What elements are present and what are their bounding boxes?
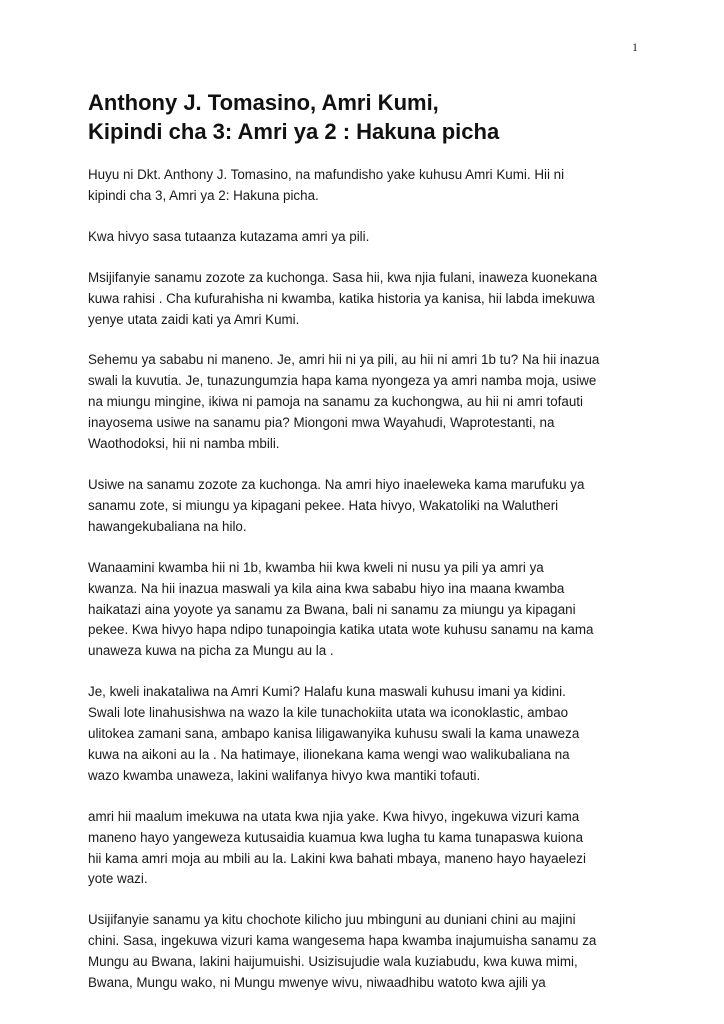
paragraph: [88, 227, 648, 248]
paragraph-line: ulitokea zamani sana, ambapo kanisa liligawanyika kuhusu swali la kama unaweza: [88, 726, 580, 742]
paragraph: [88, 350, 648, 455]
paragraph-line: hii kama amri moja au mbili au la. Lakini kwa bahati mbaya, maneno hayo hayaelezi: [88, 850, 586, 866]
paragraph-line: kuwa na aikoni au la . Na hatimaye, ilionekana kama wengi wao walikubaliana na: [88, 746, 570, 762]
paragraph-line: hawangekubaliana na hilo.: [88, 518, 247, 534]
paragraph-line: Huyu ni Dkt. Anthony J. Tomasino, na mafundisho yake kuhusu Amri Kumi. Hii ni: [88, 167, 565, 182]
paragraph-line: Je, kweli inakataliwa na Amri Kumi? Halafu kuna maswali kuhusu imani ya kidini.: [88, 684, 566, 700]
paragraph: [88, 682, 648, 787]
paragraph-line: Mungu au Bwana, lakini haijumuishi. Usizisujudie wala kuziabudu, kwa kuwa mimi,: [88, 954, 578, 970]
paragraph-list: [88, 165, 648, 994]
page-number: 1: [632, 40, 638, 54]
document-title: [88, 88, 648, 146]
paragraph-line: pekee. Kwa hivyo hapa ndipo tunapoingia katika utata wote kuhusu sanamu na kama: [88, 622, 594, 638]
paragraph-line: Usiwe na sanamu zozote za kuchonga. Na amri hiyo inaeleweka kama marufuku ya: [88, 476, 585, 492]
paragraph: [88, 475, 648, 538]
paragraph-line: swali la kuvutia. Je, tunazungumzia hapa kama nyongeza ya amri namba moja, usiwe: [88, 373, 597, 389]
paragraph-line: Msijifanyie sanamu zozote za kuchonga. Sasa hii, kwa njia fulani, inaweza kuonekana: [88, 269, 598, 285]
paragraph-line: chini. Sasa, ingekuwa vizuri kama wangesema hapa kwamba inajumuisha sanamu za: [88, 933, 597, 949]
paragraph: [88, 910, 648, 994]
title-line-2: Kipindi cha 3: Amri ya 2 : Hakuna picha: [88, 119, 500, 144]
paragraph-line: Bwana, Mungu wako, ni Mungu mwenye wivu, niwaadhibu watoto kwa ajili ya: [88, 975, 546, 991]
paragraph-line: amri hii maalum imekuwa na utata kwa njia yake. Kwa hivyo, ingekuwa vizuri kama: [88, 808, 580, 824]
paragraph-line: yenye utata zaidi kati ya Amri Kumi.: [88, 311, 300, 327]
paragraph: [88, 165, 648, 207]
paragraph-line: wazo kwamba unaweza, lakini walifanya hivyo kwa mantiki tofauti.: [88, 767, 481, 783]
document-body: [88, 88, 648, 1014]
paragraph-line: yote wazi.: [88, 871, 148, 887]
paragraph: [88, 558, 648, 663]
paragraph: [88, 268, 648, 331]
paragraph-line: sanamu zote, si miungu ya kipagani pekee. Hata hivyo, Wakatoliki na Walutheri: [88, 497, 559, 513]
paragraph-line: inayosema usiwe na sanamu pia? Miongoni mwa Wayahudi, Waprotestanti, na: [88, 415, 555, 431]
paragraph-line: Usijifanyie sanamu ya kitu chochote kilicho juu mbinguni au duniani chini au majini: [88, 912, 576, 928]
paragraph-line: na miungu mingine, ikiwa ni pamoja na sanamu za kuchongwa, au hii ni amri tofauti: [88, 394, 583, 410]
paragraph-line: Swali lote linahusishwa na wazo la kile tunachokiita utata wa iconoklastic, ambao: [88, 705, 569, 721]
paragraph-line: unaweza kuwa na picha za Mungu au la .: [88, 643, 334, 659]
paragraph-line: Sehemu ya sababu ni maneno. Je, amri hii ni ya pili, au hii ni amri 1b tu? Na hii inazua: [88, 352, 600, 368]
paragraph-line: kuwa rahisi . Cha kufurahisha ni kwamba, katika historia ya kanisa, hii labda imekuwa: [88, 290, 595, 306]
paragraph-line: Waothodoksi, hii ni namba mbili.: [88, 436, 280, 452]
paragraph-line: maneno hayo yangeweza kutusaidia kuamua kwa lugha tu kama tunapaswa kuiona: [88, 829, 584, 845]
paragraph-line: haikatazi aina yoyote ya sanamu za Bwana, bali ni sanamu za miungu ya kipagani: [88, 601, 576, 617]
paragraph: [88, 807, 648, 891]
paragraph-line: kipindi cha 3, Amri ya 2: Hakuna picha.: [88, 187, 319, 203]
title-line-1: Anthony J. Tomasino, Amri Kumi,: [88, 90, 439, 115]
paragraph-line: Kwa hivyo sasa tutaanza kutazama amri ya pili.: [88, 228, 370, 244]
paragraph-line: Wanaamini kwamba hii ni 1b, kwamba hii kwa kweli ni nusu ya pili ya amri ya: [88, 559, 544, 575]
paragraph-line: kwanza. Na hii inazua maswali ya kila aina kwa sababu hiyo ina maana kwamba: [88, 580, 565, 596]
